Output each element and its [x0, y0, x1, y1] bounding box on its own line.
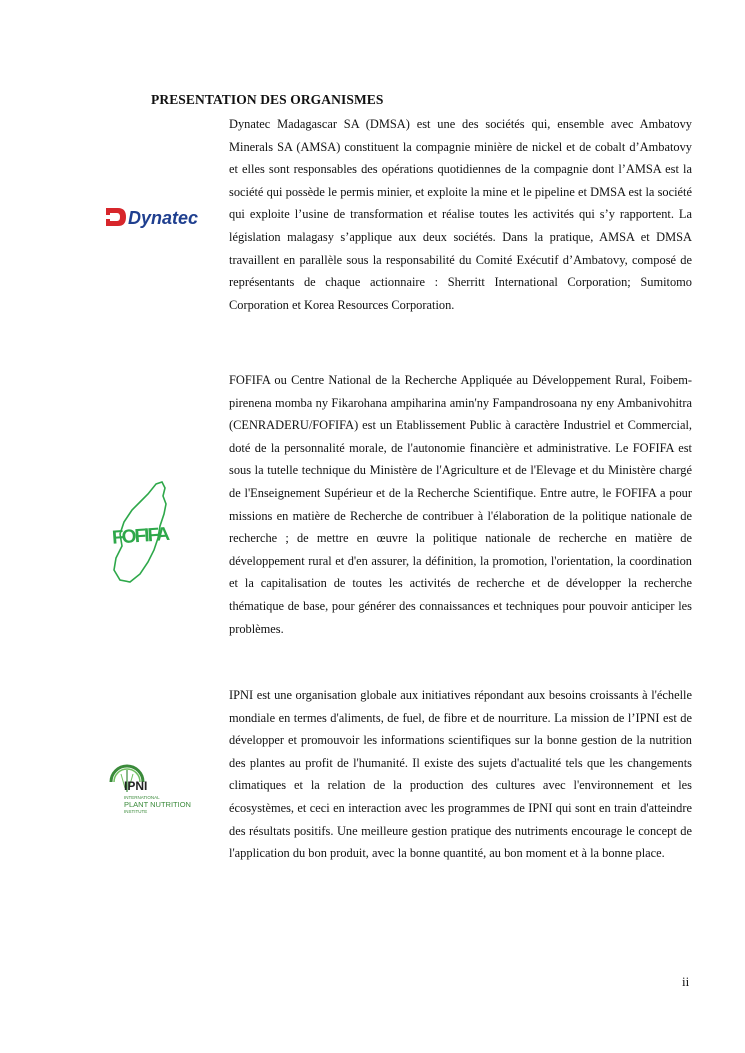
page-title: PRESENTATION DES ORGANISMES: [151, 92, 384, 107]
ipni-logo-text: IPNI: [124, 779, 148, 793]
dynatec-paragraph: Dynatec Madagascar SA (DMSA) est une des sociétés qui, ensemble avec Ambatovy Minerals SA (AMSA) constituent la compagnie minière de nickel et de cobalt d’Ambatovy et elles sont responsables des opérations quotidiennes de la compagnie dont l’AMSA est la société qui possède le permis minier, et exploite la mine et le pipeline et DMSA est la société qui exploite l’usine de transformation et réalise toutes les activités qui s’y rapportent. La législation malagasy s’applique aux deux sociétés. Dans la pratique, AMSA et DMSA travaillent en parallèle sous la responsabilité du Comité Exécutif d’Ambatovy, composé de représentants de chaque actionnaire : Sherritt International Corporation; Sumitomo Corporation et Korea Resources Corporation.: [229, 117, 692, 312]
ipni-paragraph: IPNI est une organisation globale aux initiatives répondant aux besoins croissants à l'échelle mondiale en termes d'aliments, de fuel, de fibre et de nourriture. La mission de l’IPNI est de développer et promouvoir les informations scientifiques sur la bonne gestion de la nutrition des plantes au profit de l'humanité. Il existe des sujets d'actualité tels que les changements climatiques et la relation de la production des cultures avec l'environnement et les écosystèmes, et ceci en interaction avec les programmes de IPNI qui sont en train d'atteindre des résultats positifs. Une meilleure gestion pratique des nutriments encourage le concept de l'application du bon produit, avec la bonne quantité, au bon moment et à la bonne place.: [229, 688, 692, 861]
dynatec-logo-text: Dynatec: [128, 208, 199, 228]
dynatec-d-mark-icon: [104, 208, 126, 226]
ipni-logo-sub1: INTERNATIONAL: [124, 795, 160, 800]
page-number: ii: [682, 974, 690, 989]
ipni-logo-sub3: INSTITUTE: [124, 809, 148, 814]
fofifa-paragraph: FOFIFA ou Centre National de la Recherche Appliquée au Développement Rural, Foibem-pirenena momba ny Fikarohana ampiharina amin'ny Fampandrosoana ny eny Ambanivohitra (CENRADERU/FOFIFA) est un Etablissement Public à caractère Industriel et Commercial, doté de la personnalité morale, de l'autonomie financière et administrative. Le FOFIFA est sous la tutelle technique du Ministère de l'Agriculture et de l'Elevage et du Ministère chargé de l'Enseignement Supérieur et de la Recherche Scientifique. Entre autre, le FOFIFA a pour missions en matière de Recherche de contribuer à l'élaboration de la politique nationale de recherche ; de mettre en œuvre la politique nationale de recherche en matière de développement rural et d'en assurer, la définition, la promotion, l'orientation, la coordination et la capitalisation de toutes les activités de recherche et de développer la recherche thématique de base, pour générer des connaissances et techniques pour pouvoir anticiper les problèmes.: [229, 373, 692, 636]
fofifa-logo: [108, 480, 174, 585]
dynatec-logo: [104, 202, 222, 232]
fofifa-logo-text: FOFIFA: [111, 523, 171, 549]
ipni-logo-sub2: PLANT NUTRITION: [124, 800, 191, 809]
ipni-logo: [108, 762, 216, 822]
